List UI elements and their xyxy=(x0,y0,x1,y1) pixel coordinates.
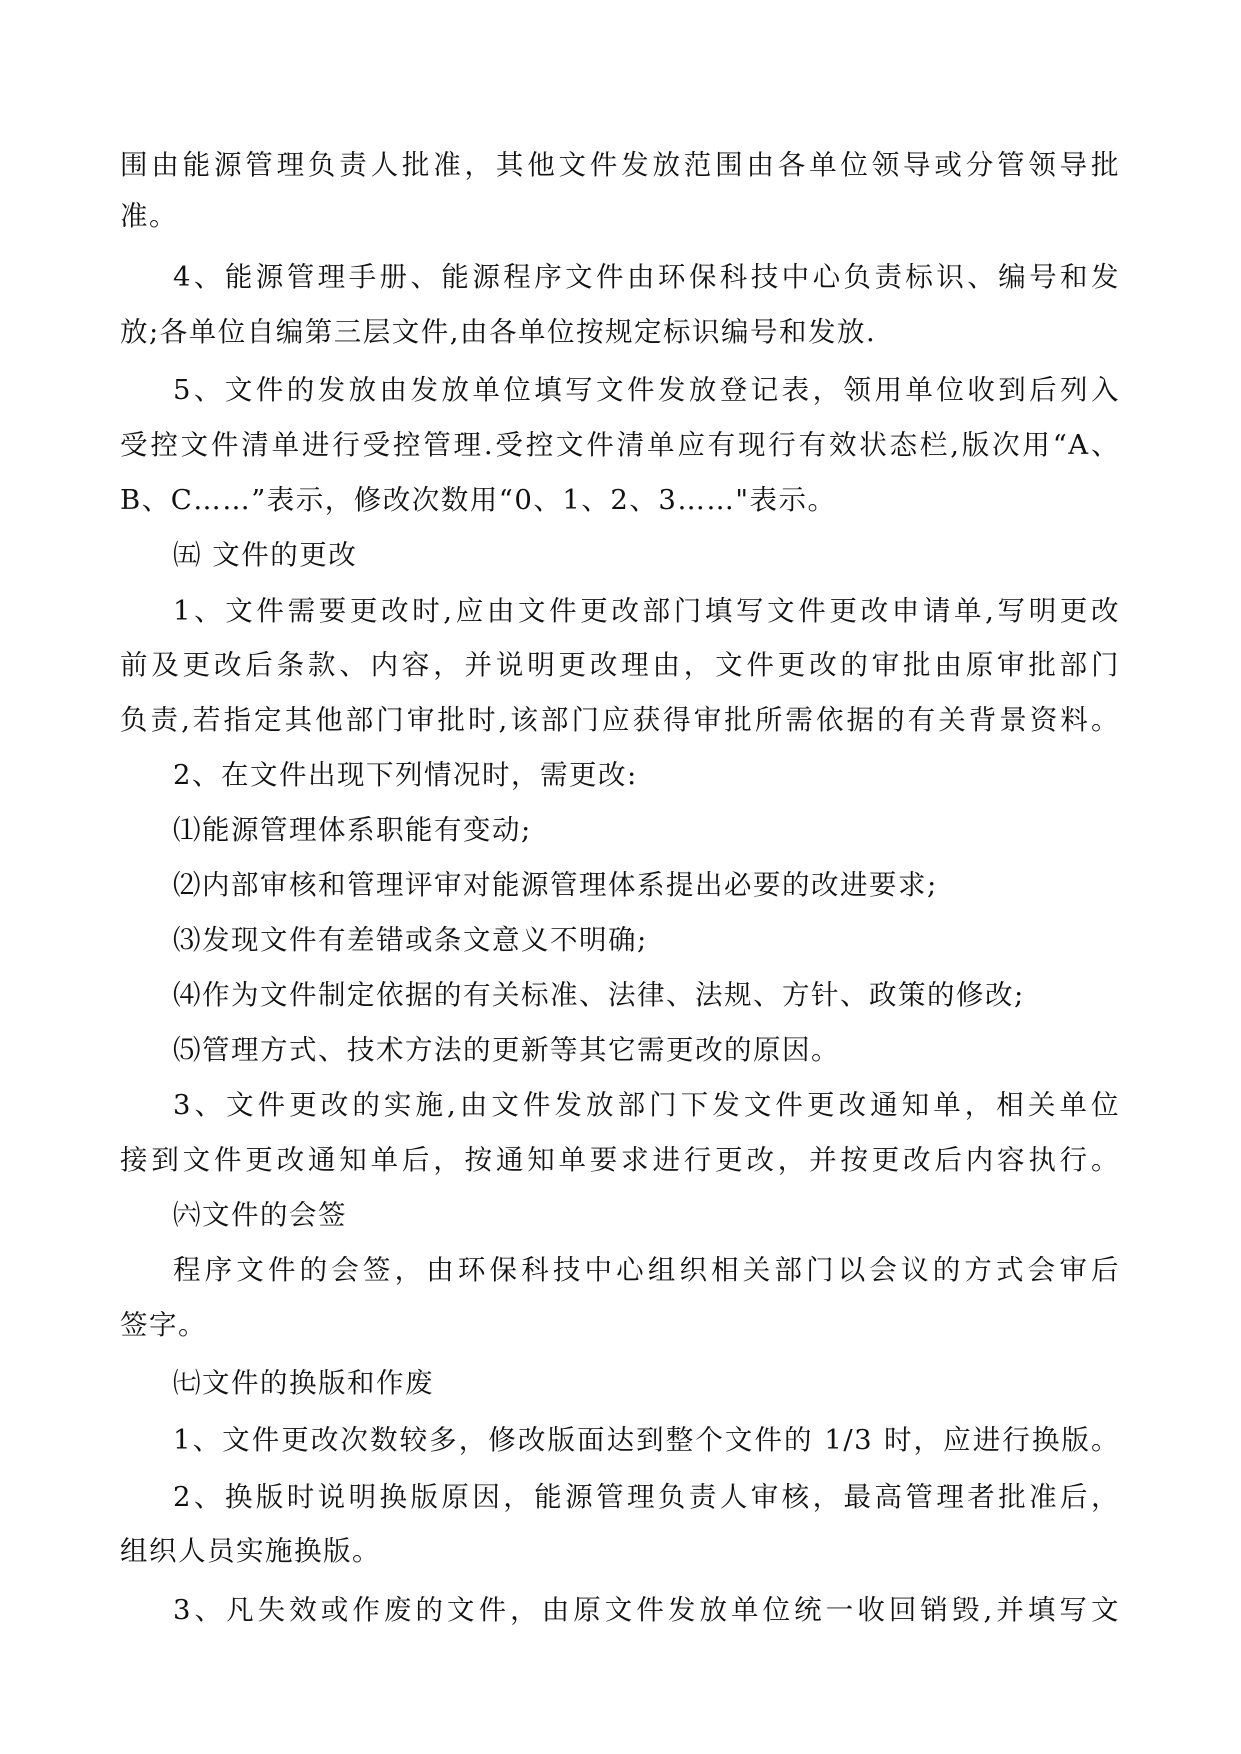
text-line: 1、文件更改次数较多，修改版面达到整个文件的 1/3 时，应进行换版。 xyxy=(173,1424,1120,1456)
text-line: 签字。 xyxy=(120,1309,207,1341)
text-line: 接到文件更改通知单后，按通知单要求进行更改，并按更改后内容执行。 xyxy=(120,1144,1120,1176)
text-line: 1、文件需要更改时,应由文件更改部门填写文件更改申请单,写明更改 xyxy=(173,595,1120,627)
list-item: ⑷作为文件制定依据的有关标准、法律、法规、方针、政策的修改; xyxy=(173,979,1025,1011)
text-line: 3、文件更改的实施,由文件发放部门下发文件更改通知单，相关单位 xyxy=(173,1089,1120,1121)
text-line: 围由能源管理负责人批准，其他文件发放范围由各单位领导或分管领导批 xyxy=(120,149,1120,181)
text-line: B、C……”表示，修改次数用“0、1、2、3……"表示。 xyxy=(120,484,837,516)
text-line: 准。 xyxy=(120,200,178,232)
section-heading: ㈦文件的换版和作废 xyxy=(173,1367,434,1399)
text-line: 放;各单位自编第三层文件,由各单位按规定标识编号和发放. xyxy=(120,316,877,348)
text-line: 组织人员实施换版。 xyxy=(120,1535,381,1567)
text-line: 2、在文件出现下列情况时，需更改: xyxy=(173,759,638,791)
section-heading: ㈤ 文件的更改 xyxy=(173,539,358,571)
list-item: ⑴能源管理体系职能有变动; xyxy=(173,814,532,846)
text-line: 负责,若指定其他部门审批时,该部门应获得审批所需依据的有关背景资料。 xyxy=(120,704,1120,736)
list-item: ⑸管理方式、技术方法的更新等其它需更改的原因。 xyxy=(173,1034,840,1066)
text-line: 3、凡失效或作废的文件，由原文件发放单位统一收回销毁,并填写文 xyxy=(173,1594,1120,1626)
text-line: 5、文件的发放由发放单位填写文件发放登记表，领用单位收到后列入 xyxy=(173,374,1120,406)
list-item: ⑵内部审核和管理评审对能源管理体系提出必要的改进要求; xyxy=(173,869,938,901)
text-line: 程序文件的会签，由环保科技中心组织相关部门以会议的方式会审后 xyxy=(173,1254,1120,1286)
text-line: 2、换版时说明换版原因，能源管理负责人审核，最高管理者批准后， xyxy=(173,1481,1120,1513)
text-line: 4、能源管理手册、能源程序文件由环保科技中心负责标识、编号和发 xyxy=(173,261,1120,293)
text-line: 受控文件清单进行受控管理.受控文件清单应有现行有效状态栏,版次用“A、 xyxy=(120,429,1120,461)
section-heading: ㈥文件的会签 xyxy=(173,1199,347,1231)
list-item: ⑶发现文件有差错或条文意义不明确; xyxy=(173,924,648,956)
text-line: 前及更改后条款、内容，并说明更改理由，文件更改的审批由原审批部门 xyxy=(120,649,1120,681)
